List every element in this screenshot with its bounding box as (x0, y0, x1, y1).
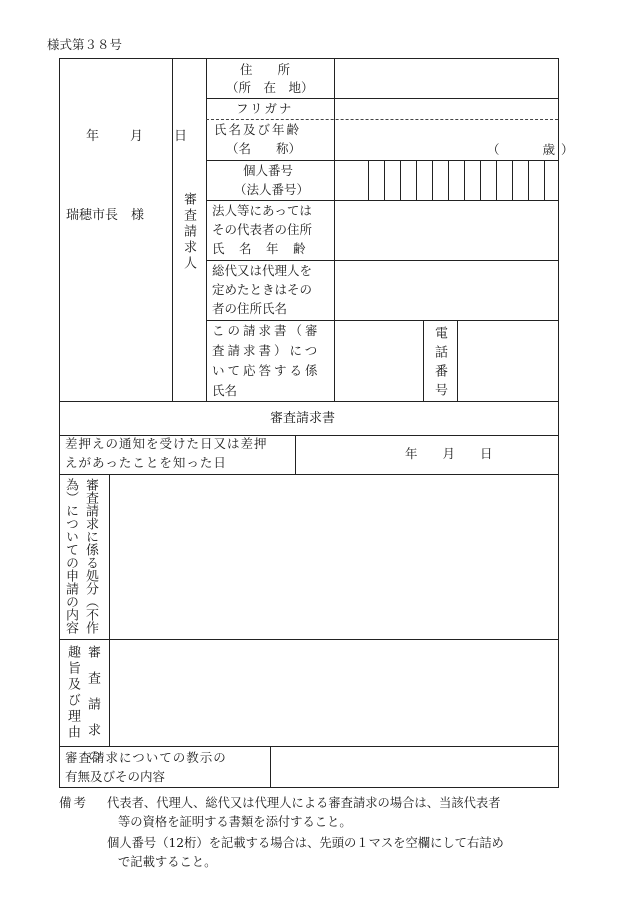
form-number: 様式第３８号 (47, 37, 123, 52)
personal-number-label: 個人番号 (243, 163, 294, 178)
frame-right (558, 58, 559, 787)
col-divider-2 (206, 58, 207, 401)
agent-label-1: 総代又は代理人を (212, 263, 313, 278)
notice-date-label-1: 差押えの通知を受けた日又は差押 (65, 436, 268, 451)
contact-label-3: いて応答する係 (212, 363, 321, 378)
note1-line1: 代表者、代理人、総代又は代理人による審査請求の場合は、当該代表者 (107, 796, 501, 810)
frame-left (59, 58, 60, 787)
contact-label-2: 査請求書）につ (212, 343, 321, 358)
name-sublabel: （名 称） (226, 141, 302, 156)
representative-label-2: その代表者の住所 (212, 222, 313, 237)
col-divider-1 (172, 58, 173, 401)
notice-date-field[interactable] (296, 436, 558, 474)
instruction-field[interactable] (271, 747, 558, 787)
age-field[interactable] (500, 120, 530, 160)
name-field[interactable] (335, 120, 485, 160)
note1-line2: 等の資格を証明する書類を添付すること。 (118, 815, 352, 829)
address-label: 住 所 (240, 62, 291, 77)
frame-bottom (59, 787, 559, 788)
purpose-label-2: 趣旨及び理由 (65, 645, 80, 741)
agent-label-3: 者の住所氏名 (212, 301, 288, 316)
notice-date-value: 年 月 日 (405, 446, 493, 461)
age-suffix: （ 歳） (487, 142, 580, 157)
contact-divider-1 (423, 320, 424, 401)
personal-number-field[interactable] (335, 161, 558, 200)
note2-line1: 個人番号（12桁）を記載する場合は、先頭の１マスを空欄にして右詰め (107, 836, 504, 850)
disposition-label-2: 為）についての申請の内容 (63, 478, 78, 634)
purpose-field[interactable] (110, 640, 558, 746)
representative-label-1: 法人等にあっては (212, 203, 312, 218)
note2-line2: で記載すること。 (118, 855, 217, 869)
phone-label: 電話番号 (432, 326, 447, 402)
addressee: 瑞穂市長 様 (66, 208, 145, 223)
furigana-label: フリガナ (236, 101, 294, 116)
section-line-1 (59, 401, 559, 402)
requester-label: 審査請求人 (181, 192, 196, 272)
contact-label-1: この請求書（審 (212, 323, 321, 338)
agent-label-2: 定めたときはその (212, 282, 313, 297)
instruction-label-2: 有無及びその内容 (65, 769, 166, 784)
furigana-field[interactable] (335, 99, 558, 119)
representative-field[interactable] (335, 201, 558, 260)
instruction-label-1: 審査請求についての教示の (65, 750, 227, 765)
contact-person-field[interactable] (335, 321, 423, 401)
date-field: 年 月 日 (86, 129, 197, 144)
notes-label: 備考 (59, 795, 89, 810)
corporate-number-label: （法人番号） (234, 182, 310, 197)
notice-date-label-2: えがあったことを知った日 (65, 455, 227, 470)
name-age-label: 氏名及び年齢 (214, 122, 302, 137)
representative-label-3: 氏 名 年 齢 (212, 241, 307, 256)
address-sublabel: （所 在 地） (226, 80, 314, 95)
agent-field[interactable] (335, 261, 558, 320)
phone-field[interactable] (458, 321, 558, 401)
disposition-field[interactable] (110, 475, 558, 639)
address-field[interactable] (335, 59, 558, 98)
contact-label-4: 氏名 (212, 383, 238, 398)
request-title: 審査請求書 (270, 411, 336, 426)
purpose-label-1: 審 査 請 求 の (85, 645, 100, 762)
disposition-label-1: 審査請求に係る処分（不作 (83, 478, 98, 634)
